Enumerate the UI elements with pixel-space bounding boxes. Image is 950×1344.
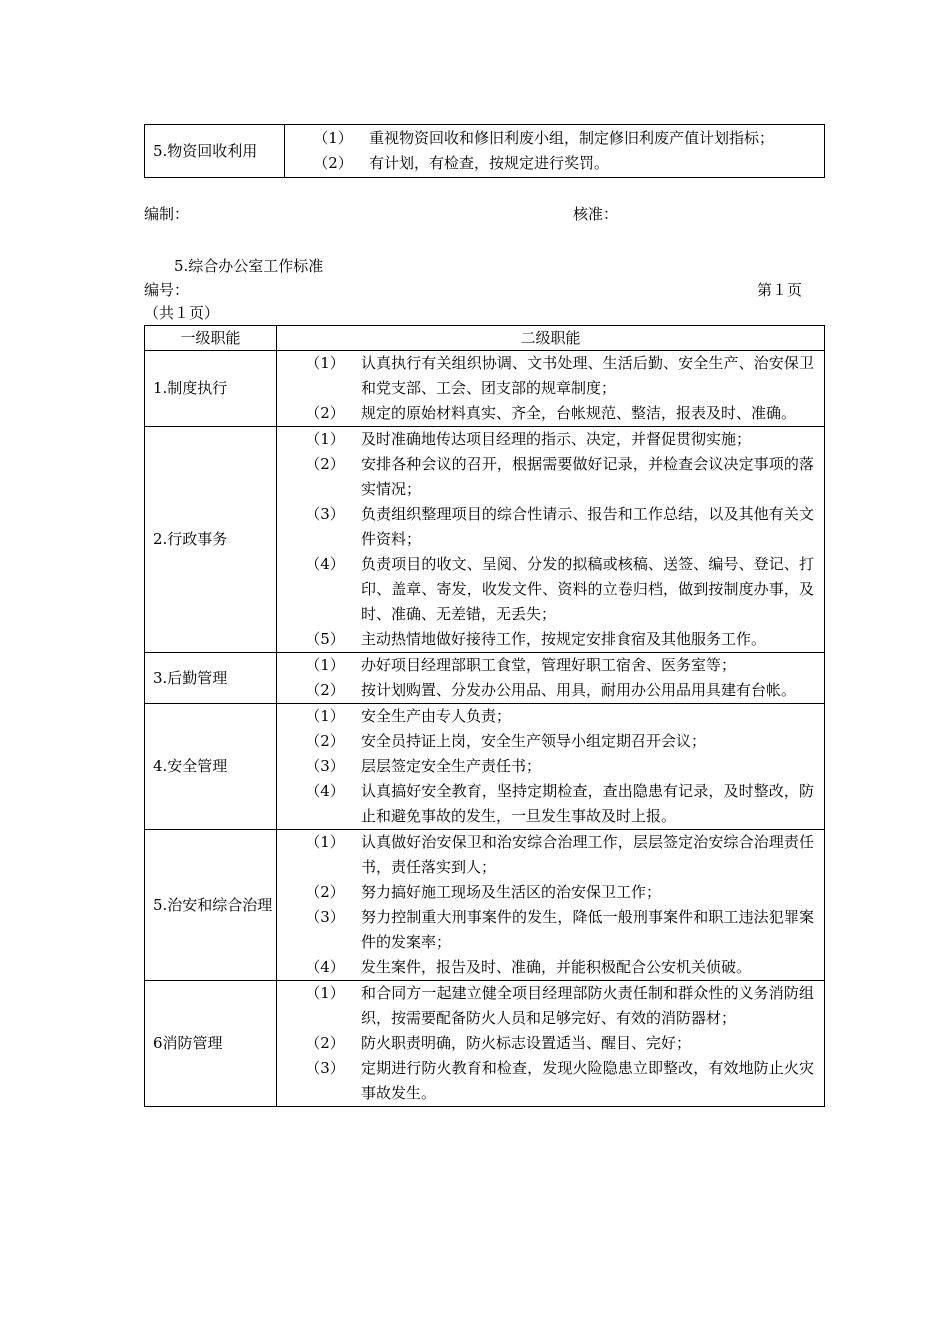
compiled-by-label: 编制： (144, 205, 190, 223)
item-number: （2） (305, 455, 345, 473)
page-label: 第１页 (757, 281, 803, 299)
table-row (145, 653, 825, 704)
item-number: （1） (313, 129, 353, 147)
item-number: （1） (305, 656, 345, 674)
item-number: （4） (305, 782, 345, 800)
item-text: 努力搞好施工现场及生活区的治安保卫工作； (361, 883, 662, 901)
item-text: 主动热情地做好接待工作，按规定安排食宿及其他服务工作。 (361, 630, 767, 648)
item-text: 和合同方一起建立健全项目经理部防火责任制和群众性的义务消防组织，按需要配备防火人员和足够完好、有效的消防器材； (361, 984, 814, 1027)
item-text: 按计划购置、分发办公用品、用具，耐用办公用品用具建有台帐。 (361, 681, 797, 699)
item-number: （3） (305, 757, 345, 775)
item-text: 负责项目的收文、呈阅、分发的拟稿或核稿、送签、编号、登记、打印、盖章、寄发，收发文件、资料的立卷归档，做到按制度办事，及时、准确、无差错，无丢失； (361, 555, 814, 623)
list-item (277, 754, 824, 779)
item-text: 有计划，有检查，按规定进行奖罚。 (369, 154, 610, 172)
item-number: （1） (305, 707, 345, 725)
item-number: （3） (305, 1059, 345, 1077)
number-label: 编号： (144, 281, 190, 299)
item-text: 发生案件，报告及时、准确，并能积极配合公安机关侦破。 (361, 958, 752, 976)
item-number: （4） (305, 958, 345, 976)
items-cell (277, 653, 825, 704)
list-item (277, 880, 824, 905)
items-cell (277, 427, 825, 653)
list-item (277, 779, 824, 829)
table-row (145, 704, 825, 830)
main-table (144, 325, 825, 1107)
category-cell: 5.物资回收利用 (145, 125, 285, 178)
item-text: 层层签定安全生产责任书； (361, 757, 542, 775)
item-text: 负责组织整理项目的综合性请示、报告和工作总结，以及其他有关文件资料； (361, 505, 814, 548)
list-item (277, 401, 824, 426)
table-row (145, 981, 825, 1107)
items-cell (285, 125, 825, 178)
list-item (277, 955, 824, 980)
item-number: （1） (305, 430, 345, 448)
category-cell: 2.行政事务 (145, 427, 277, 653)
list-item (277, 627, 824, 652)
category-cell: 1.制度执行 (145, 351, 277, 427)
category-cell: 4.安全管理 (145, 704, 277, 830)
list-item (277, 351, 824, 401)
items-cell (277, 351, 825, 427)
header-level2: 二级职能 (277, 326, 825, 351)
item-number: （3） (305, 505, 345, 523)
list-item (277, 678, 824, 703)
top-table (144, 124, 825, 178)
item-text: 努力控制重大刑事案件的发生，降低一般刑事案件和职工违法犯罪案件的发案率； (361, 908, 814, 951)
header-row (145, 326, 825, 351)
header-level1: 一级职能 (145, 326, 277, 351)
section-title: 5.综合办公室工作标准 (174, 257, 324, 275)
item-number: （2） (305, 404, 345, 422)
list-item (277, 1056, 824, 1106)
category-cell: 6消防管理 (145, 981, 277, 1107)
list-item (277, 905, 824, 955)
item-number: （2） (305, 681, 345, 699)
item-text: 安全员持证上岗，安全生产领导小组定期召开会议； (361, 732, 707, 750)
table-row (145, 125, 825, 178)
item-number: （1） (305, 984, 345, 1002)
list-item (277, 729, 824, 754)
item-number: （5） (305, 630, 345, 648)
list-item (277, 653, 824, 678)
items-cell (277, 830, 825, 981)
item-text: 及时准确地传达项目经理的指示、决定，并督促贯彻实施； (361, 430, 752, 448)
item-text: 规定的原始材料真实、齐全，台帐规范、整洁，报表及时、准确。 (361, 404, 797, 422)
list-item (277, 427, 824, 452)
list-item (277, 981, 824, 1031)
item-number: （2） (313, 154, 353, 172)
item-text: 重视物资回收和修旧利废小组，制定修旧利废产值计划指标； (369, 129, 775, 147)
item-number: （2） (305, 883, 345, 901)
total-pages-label: （共１页） (144, 304, 220, 322)
list-item (277, 1031, 824, 1056)
category-cell: 3.后勤管理 (145, 653, 277, 704)
category-cell: 5.治安和综合治理 (145, 830, 277, 981)
items-cell (277, 704, 825, 830)
item-number: （1） (305, 833, 345, 851)
list-item (285, 151, 824, 176)
item-text: 安全生产由专人负责； (361, 707, 512, 725)
item-text: 定期进行防火教育和检查，发现火险隐患立即整改，有效地防止火灾事故发生。 (361, 1059, 814, 1102)
item-number: （1） (305, 354, 345, 372)
item-text: 认真搞好安全教育，坚持定期检查，查出隐患有记录，及时整改，防止和避免事故的发生，一旦发生事故及时上报。 (361, 782, 814, 825)
approved-by-label: 核准： (573, 205, 619, 223)
item-text: 认真做好治安保卫和治安综合治理工作，层层签定治安综合治理责任书，责任落实到人； (361, 833, 814, 876)
list-item (285, 126, 824, 151)
item-number: （3） (305, 908, 345, 926)
list-item (277, 552, 824, 627)
table-row (145, 830, 825, 981)
item-text: 安排各种会议的召开，根据需要做好记录，并检查会议决定事项的落实情况； (361, 455, 814, 498)
items-cell (277, 981, 825, 1107)
list-item (277, 830, 824, 880)
item-text: 认真执行有关组织协调、文书处理、生活后勤、安全生产、治安保卫和党支部、工会、团支部的规章制度； (361, 354, 814, 397)
item-number: （2） (305, 1034, 345, 1052)
item-text: 办好项目经理部职工食堂，管理好职工宿舍、医务室等； (361, 656, 737, 674)
table-row (145, 427, 825, 653)
list-item (277, 452, 824, 502)
list-item (277, 502, 824, 552)
item-number: （4） (305, 555, 345, 573)
list-item (277, 704, 824, 729)
item-text: 防火职责明确，防火标志设置适当、醒目、完好； (361, 1034, 692, 1052)
table-row (145, 351, 825, 427)
item-number: （2） (305, 732, 345, 750)
